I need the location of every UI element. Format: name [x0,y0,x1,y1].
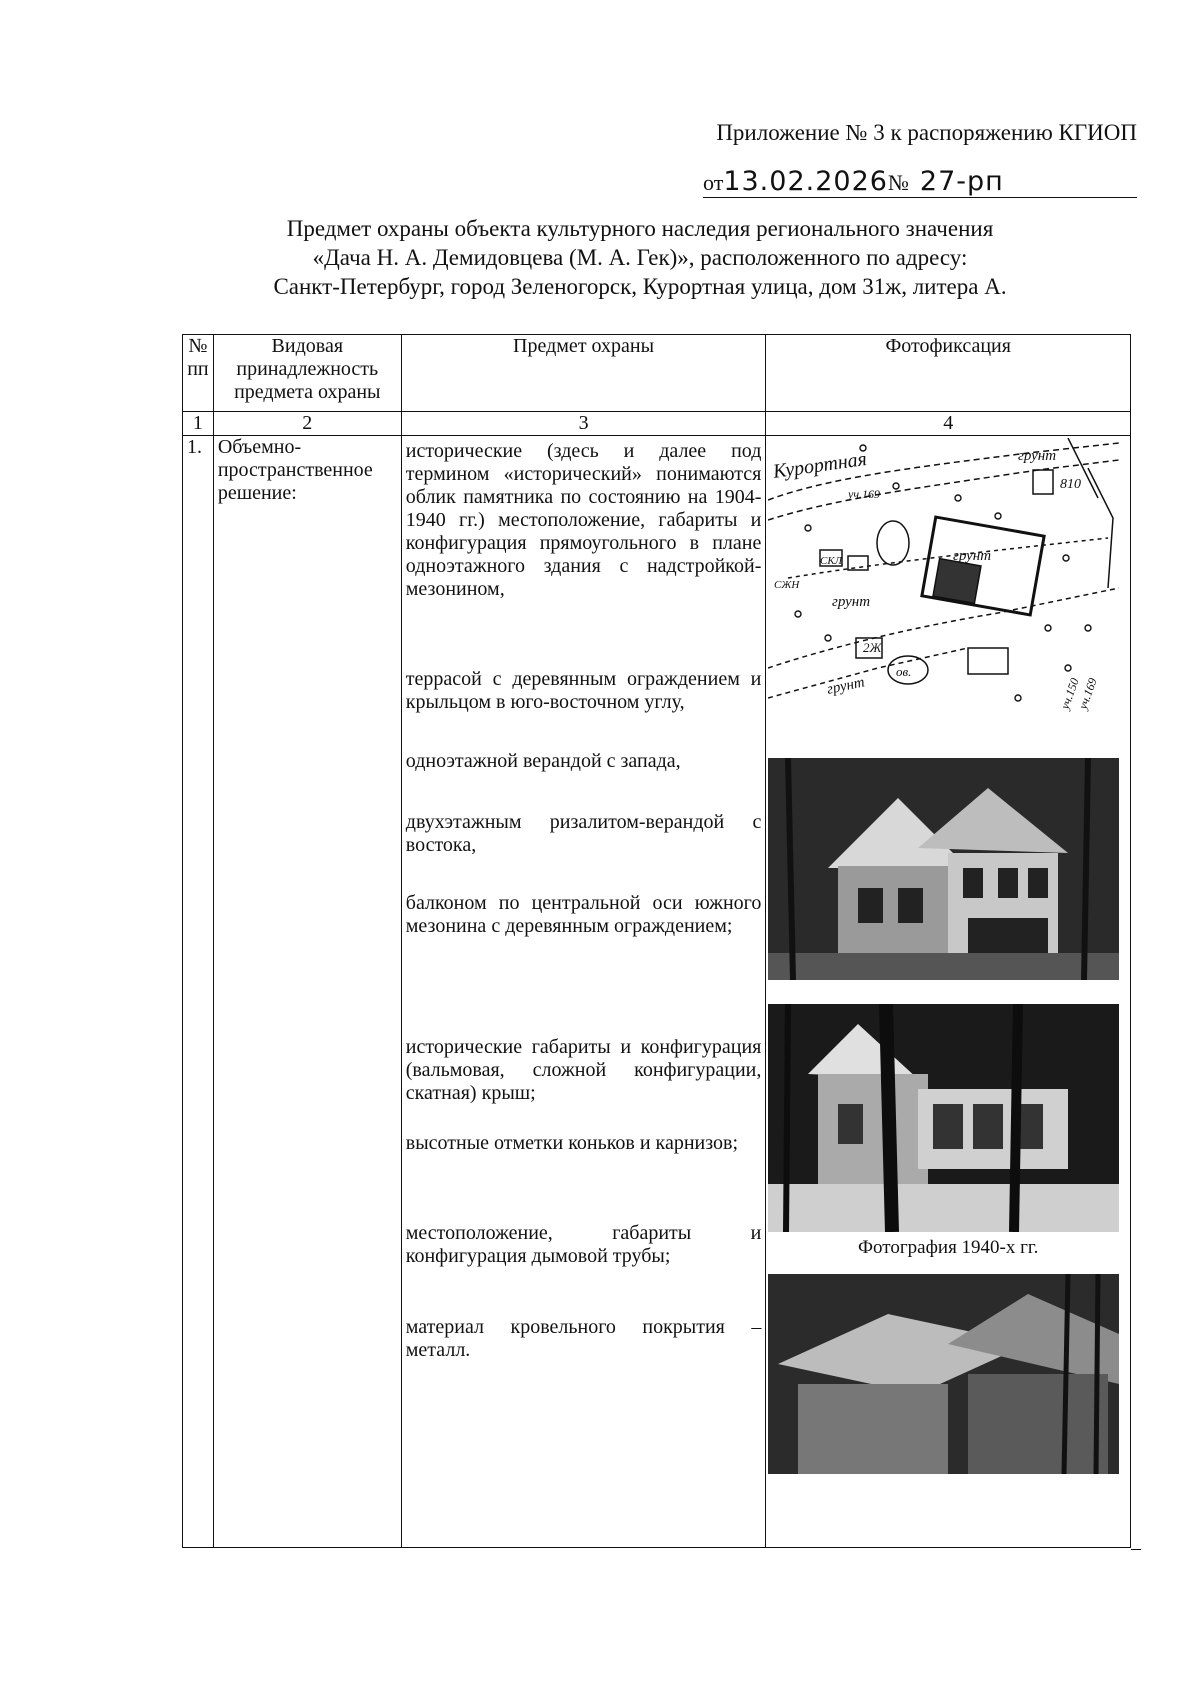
list-item: исторические габариты и конфигурация (вальмовая, сложной конфигурации, скатная) крыш; [405,1036,762,1104]
number-label: № [887,170,909,195]
col-number-2: 2 [213,412,401,436]
row-number: 1. [183,436,214,1548]
list-item: двухэтажным ризалитом-верандой с востока, [405,811,762,856]
table-bottom-tick [1131,1549,1141,1550]
map-label: уч.169 [1076,676,1101,712]
map-label: СЖН [774,579,800,591]
date-number-line [703,166,1137,202]
photo-house-roof [768,1274,1119,1474]
map-label: 2Ж [863,640,882,655]
date-underline [703,197,1137,198]
header-photo: Фотофиксация [766,335,1131,412]
map-label: 810 [1060,477,1082,492]
house-photo-svg-3 [768,1274,1119,1474]
map-label: грунт [953,548,992,564]
map-label: уч.169 [848,487,881,501]
house-photo-svg-1 [768,758,1119,980]
protection-table [182,334,1131,1548]
map-label: СКЛ [820,555,843,567]
column-number-row [183,412,1131,436]
list-item: балконом по центральной оси южного мезонина с деревянным ограждением; [405,892,762,937]
date-prefix: от [703,170,724,195]
list-item: местоположение, габариты и конфигурация дымовой трубы; [405,1222,762,1267]
row-photo-cell [766,436,1131,1548]
site-plan-map [768,438,1119,730]
row-type: Объемно-пространственное решение: [213,436,401,1548]
map-label: ов. [896,664,912,679]
header-num: № пп [183,335,214,412]
map-label: уч.150 [1058,676,1083,712]
map-label: грунт [1018,448,1057,464]
table-header-row [183,335,1131,412]
list-item: террасой с деревянным ограждением и крыльцом в юго-восточном углу, [405,668,762,713]
col-number-3: 3 [401,412,766,436]
col-number-1: 1 [183,412,214,436]
table-row [183,436,1131,1548]
col-number-4: 4 [766,412,1131,436]
list-item: высотные отметки коньков и карнизов; [405,1132,739,1154]
appendix-label: Приложение № 3 к распоряжению КГИОП [716,120,1137,145]
list-item: одноэтажной верандой с запада, [405,750,681,772]
handwritten-number: 27-рп [919,166,1004,197]
title-line-1: Предмет охраны объекта культурного наследия регионального значения [286,216,994,241]
document-title [200,214,1080,301]
list-item: исторические (здесь и далее под термином «исторический» понимаются облик памятника по состоянию на 1904-1940 гг.) местоположение, габариты и конфигурация прямоугольного в плане одноэтажного здания с надстройкой-мезонином, [405,440,762,600]
title-line-3: Санкт-Петербург, город Зеленогорск, Курортная улица, дом 31ж, литера А. [273,274,1007,299]
list-item: материал кровельного покрытия – металл. [405,1316,762,1361]
row-items-cell [401,436,766,1548]
photo-house-1 [768,758,1119,980]
photo-house-1940s [768,1004,1119,1232]
header-subject: Предмет охраны [401,335,766,412]
map-label-street: Курортная [772,448,869,483]
map-label: грунт [825,674,867,698]
site-plan-svg [768,438,1119,730]
header-type: Видовая принадлежность предмета охраны [213,335,401,412]
handwritten-date: 13.02.2026 [723,166,888,197]
photo-caption: Фотография 1940-х гг. [858,1237,1039,1258]
house-photo-svg-2 [768,1004,1119,1232]
map-label: грунт [832,594,871,610]
title-line-2: «Дача Н. А. Демидовцева (М. А. Гек)», расположенного по адресу: [312,245,968,270]
